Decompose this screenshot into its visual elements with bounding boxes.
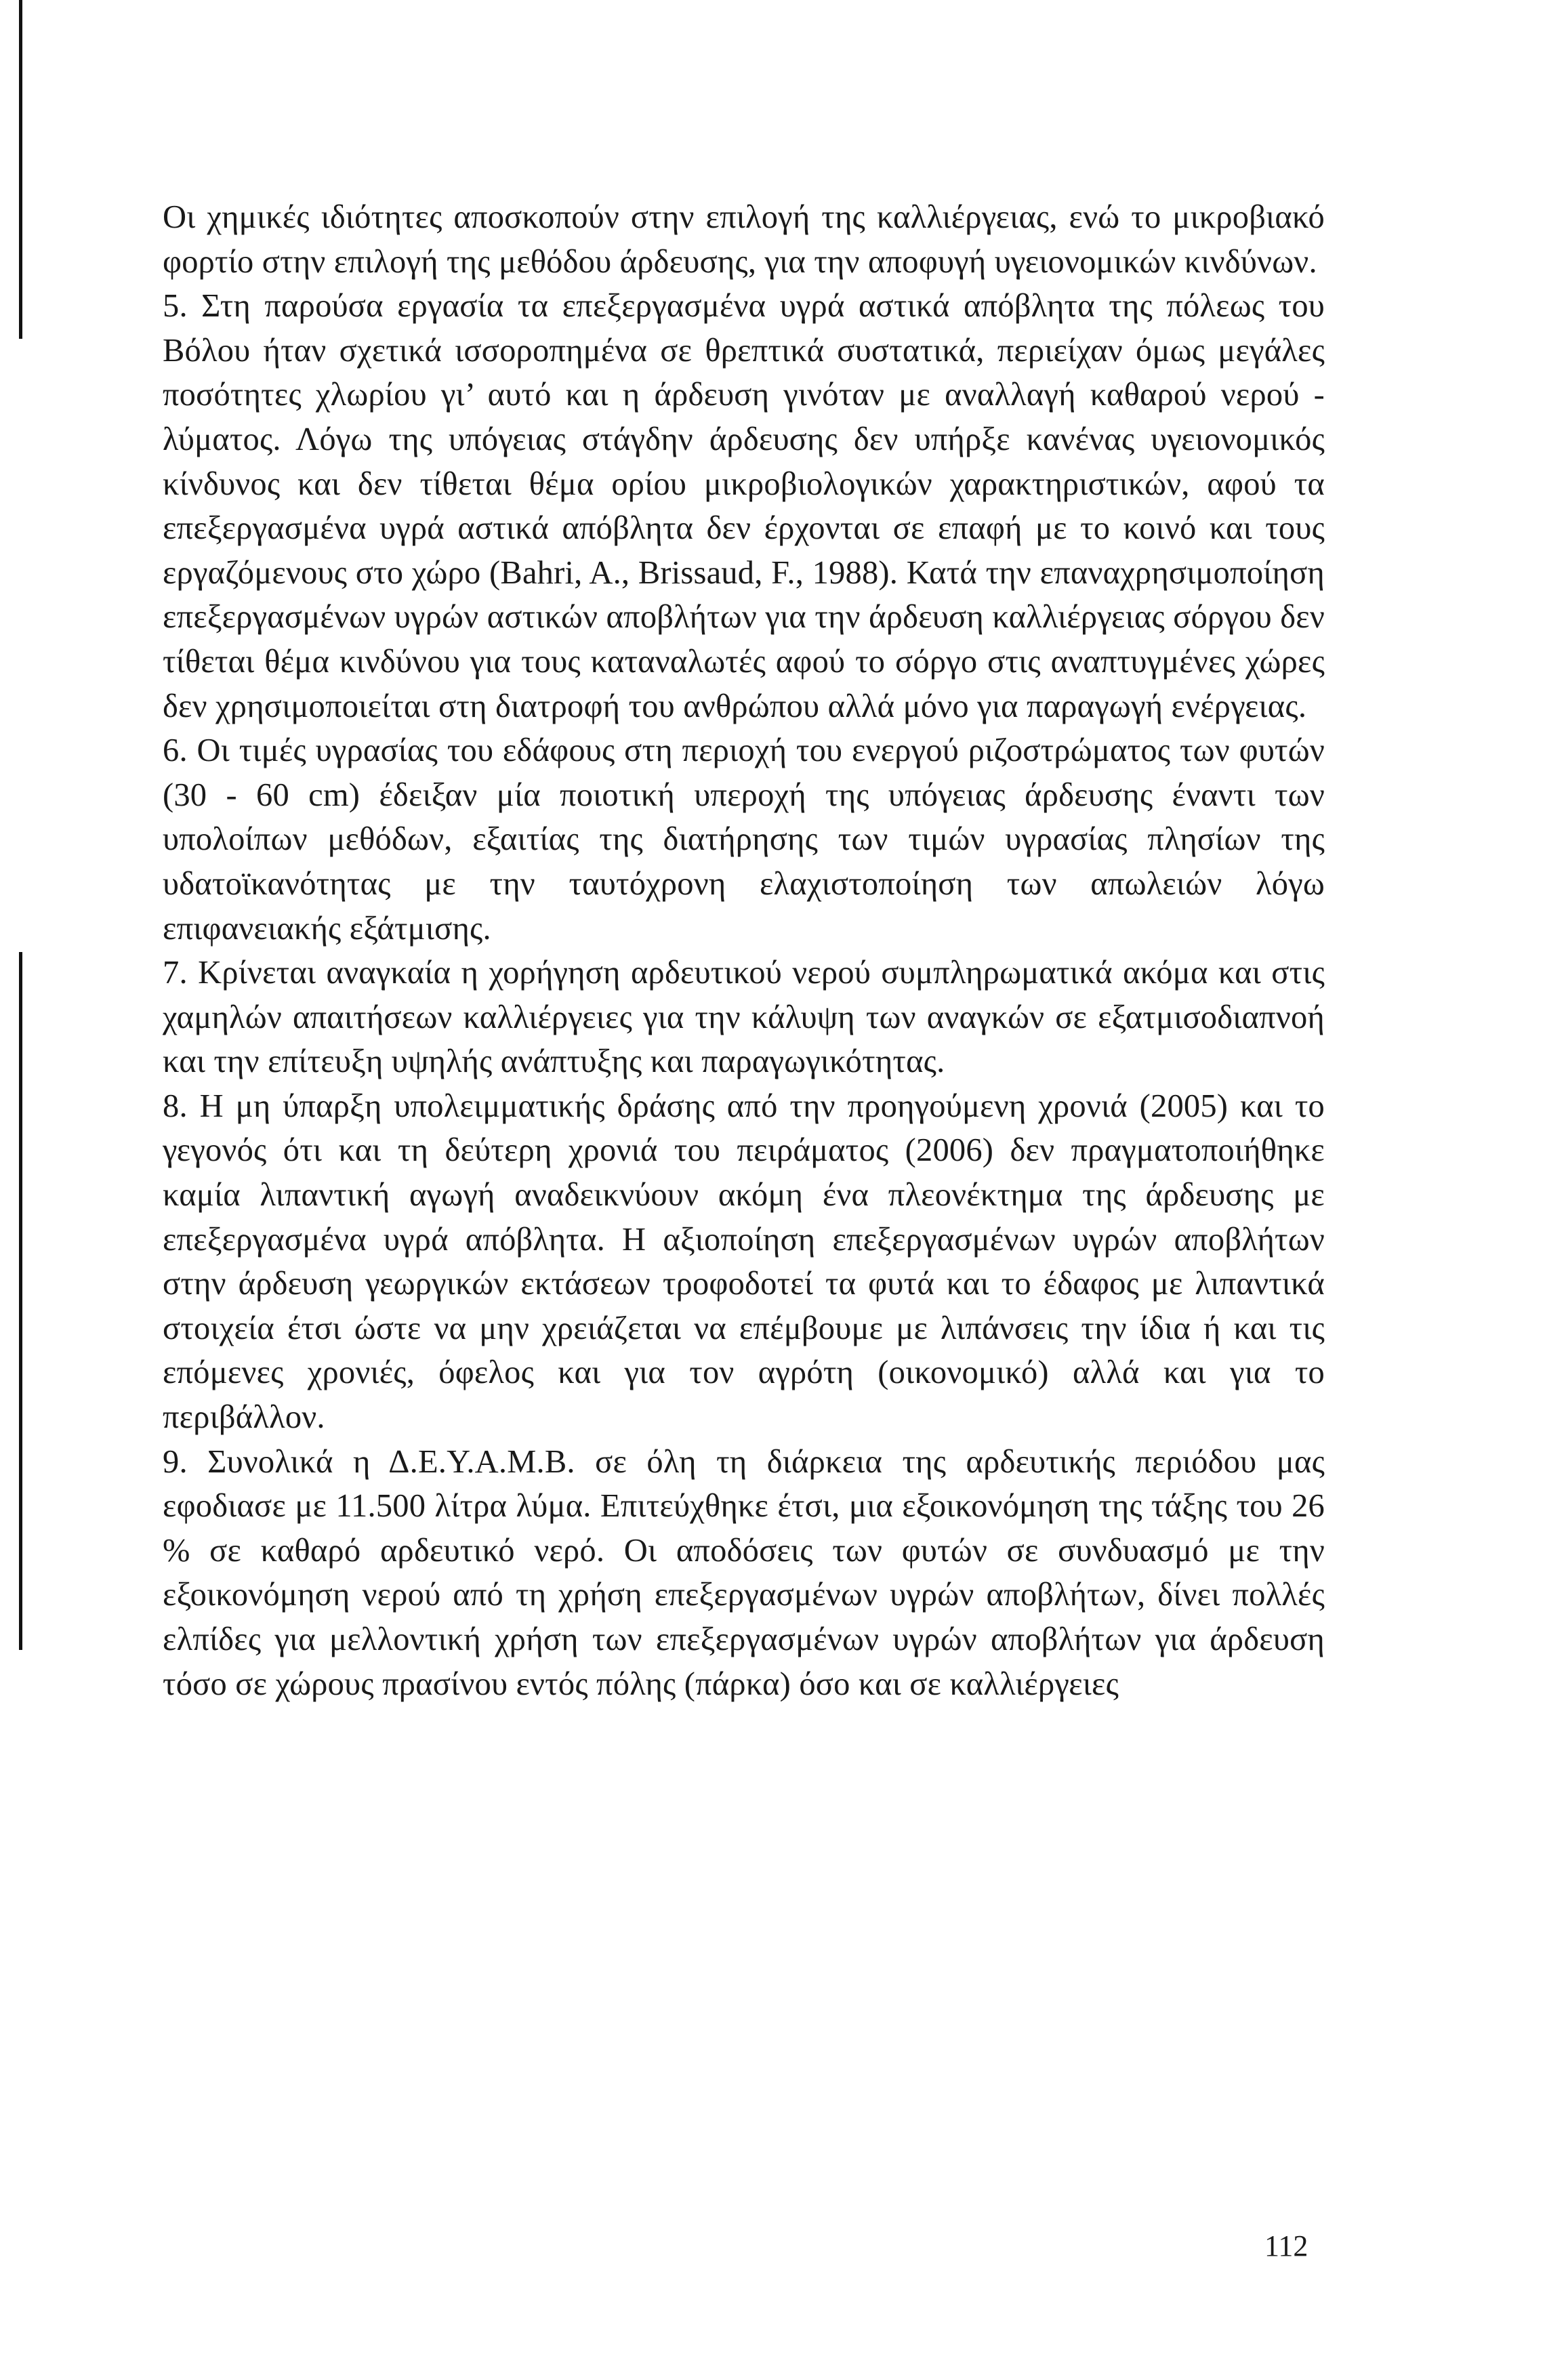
paragraph-intro: Οι χημικές ιδιότητες αποσκοπούν στην επιλογή της καλλιέργειας, ενώ το μικροβιακό φορτίο στην επιλογή της μεθόδου άρδευσης, για την αποφυγή υγειονομικών κινδύνων. bbox=[163, 199, 1325, 280]
paragraph-item-5: 5. Στη παρούσα εργασία τα επεξεργασμένα υγρά αστικά απόβλητα της πόλεως του Βόλου ήταν σχετικά ισσοροπημένα σε θρεπτικά συστατικά, περιείχαν όμως μεγάλες ποσότητες χλωρίου γι’ αυτό και η άρδευση γινόταν με αναλλαγή καθαρού νερού - λύματος. Λόγω της υπόγειας στάγδην άρδευσης δεν υπήρξε κανένας υγειονομικός κίνδυνος και δεν τίθεται θέμα ορίου μικροβιολογικών χαρακτηριστικών, αφού τα επεξεργασμένα υγρά αστικά απόβλητα δεν έρχονται σε επαφή με το κοινό και τους εργαζόμενους στο χώρο (Bahri, A., Brissaud, F., 1988). Κατά την επαναχρησιμοποίηση επεξεργασμένων υγρών αστικών αποβλήτων για την άρδευση καλλιέργειας σόργου δεν τίθεται θέμα κινδύνου για τους καταναλωτές αφού το σόργο στις αναπτυγμένες χώρες δεν χρησιμοποιείται στη διατροφή του ανθρώπου αλλά μόνο για παραγωγή ενέργειας. bbox=[163, 288, 1325, 724]
scan-edge-line bbox=[19, 952, 22, 1650]
paragraph-item-7: 7. Κρίνεται αναγκαία η χορήγηση αρδευτικού νερού συμπληρωματικά ακόμα και στις χαμηλών απαιτήσεων καλλιέργειες για την κάλυψη των αναγκών σε εξατμισοδιαπνοή και την επίτευξη υψηλής ανάπτυξης και παραγωγικότητας. bbox=[163, 955, 1325, 1080]
page-number: 112 bbox=[1264, 2229, 1308, 2262]
scan-edge-mark bbox=[19, 1491, 21, 1506]
paragraph-item-6: 6. Οι τιμές υγρασίας του εδάφους στη περιοχή του ενεργού ριζοστρώματος των φυτών (30 - 60 cm) έδειξαν μία ποιοτική υπεροχή της υπόγειας άρδευσης έναντι των υπολοίπων μεθόδων, εξαιτίας της διατήρησης των τιμών υγρασίας πλησίων της υδατοϊκανότητας με την ταυτόχρονη ελαχιστοποίηση των απωλειών λόγω επιφανειακής εξάτμισης. bbox=[163, 732, 1325, 947]
document-body bbox=[163, 195, 1325, 1706]
paragraph-item-8: 8. Η μη ύπαρξη υπολειμματικής δράσης από την προηγούμενη χρονιά (2005) και το γεγονός ότι και τη δεύτερη χρονιά του πειράματος (2006) δεν πραγματοποιήθηκε καμία λιπαντική αγωγή αναδεικνύουν ακόμη ένα πλεονέκτημα της άρδευσης με επεξεργασμένα υγρά απόβλητα. Η αξιοποίηση επεξεργασμένων υγρών αποβλήτων στην άρδευση γεωργικών εκτάσεων τροφοδοτεί τα φυτά και το έδαφος με λιπαντικά στοιχεία έτσι ώστε να μην χρειάζεται να επέμβουμε με λιπάνσεις την ίδια ή και τις επόμενες χρονιές, όφελος και για τον αγρότη (οικονομικό) αλλά και για το περιβάλλον. bbox=[163, 1088, 1325, 1436]
paragraph-item-9: 9. Συνολικά η Δ.Ε.Υ.Α.Μ.Β. σε όλη τη διάρκεια της αρδευτικής περιόδου μας εφοδιασε με 11.500 λίτρα λύμα. Επιτεύχθηκε έτσι, μια εξοικονόμηση της τάξης του 26 % σε καθαρό αρδευτικό νερό. Οι αποδόσεις των φυτών σε συνδυασμό με την εξοικονόμηση νερού από τη χρήση επεξεργασμένων υγρών αποβλήτων, δίνει πολλές ελπίδες για μελλοντική χρήση των επεξεργασμένων υγρών αποβλήτων για άρδευση τόσο σε χώρους πρασίνου εντός πόλης (πάρκα) όσο και σε καλλιέργειες bbox=[163, 1443, 1325, 1702]
scan-edge-line bbox=[19, 0, 22, 339]
